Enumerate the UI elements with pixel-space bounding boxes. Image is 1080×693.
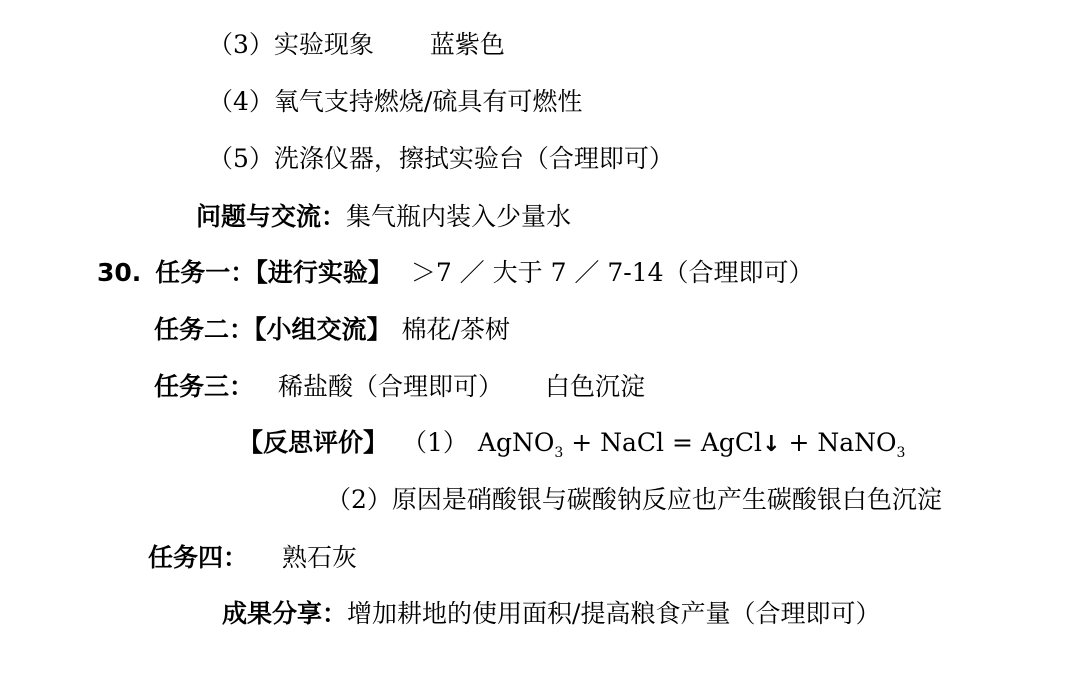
question-number: 30. xyxy=(97,258,142,287)
task-1-answer: ＞7 ／ 大于 7 ／ 7-14（合理即可） xyxy=(410,258,814,287)
item-3-prefix: （3）实验现象 xyxy=(208,30,374,59)
discussion-line xyxy=(196,199,571,235)
task-1-line xyxy=(97,255,814,291)
discussion-text: 集气瓶内装入少量水 xyxy=(346,202,572,231)
item-4-text: （4）氧气支持燃烧/硫具有可燃性 xyxy=(208,87,583,116)
item-3-answer: 蓝紫色 xyxy=(429,30,505,59)
task-2-label: 任务二： xyxy=(154,315,255,344)
task-3-line xyxy=(154,369,645,405)
task-1-label: 任务一： xyxy=(155,258,256,287)
answer-line-5 xyxy=(208,141,674,177)
equation-part-1: AgNO xyxy=(477,428,555,457)
task-1-title: 【进行实验】 xyxy=(255,258,393,287)
precipitate-arrow-icon: ↓ xyxy=(762,432,781,457)
equation-part-2: + NaCl = AgCl xyxy=(563,428,763,457)
chemical-equation xyxy=(477,428,906,461)
task-3-label: 任务三： xyxy=(154,372,255,401)
item-5-text: （5）洗涤仪器，擦拭实验台（合理即可） xyxy=(208,144,674,173)
results-text: 增加耕地的使用面积/提高粮食产量（合理即可） xyxy=(347,599,881,628)
task-3-answer-1: 稀盐酸（合理即可） xyxy=(278,372,504,401)
reflection-item-1: （1） xyxy=(402,428,468,457)
equation-part-3: + NaNO xyxy=(780,428,897,457)
task-3-answer-2: 白色沉淀 xyxy=(545,372,646,401)
answer-line-3 xyxy=(208,27,505,63)
results-label: 成果分享： xyxy=(222,599,348,628)
discussion-label: 问题与交流： xyxy=(196,202,347,231)
task-2-title: 【小组交流】 xyxy=(254,315,392,344)
reflection-item-2: （2）原因是硝酸银与碳酸钠反应也产生碳酸银白色沉淀 xyxy=(326,485,942,514)
reflection-item-2-line xyxy=(326,482,942,518)
reflection-title: 【反思评价】 xyxy=(238,428,389,457)
task-4-line xyxy=(148,540,357,576)
results-line xyxy=(222,596,880,632)
equation-subscript-2: 3 xyxy=(896,445,906,461)
task-4-answer: 熟石灰 xyxy=(282,543,358,572)
task-2-answer: 棉花/茶树 xyxy=(401,315,510,344)
answer-line-4 xyxy=(208,84,582,120)
task-4-label: 任务四： xyxy=(148,543,249,572)
reflection-line xyxy=(238,425,905,461)
task-2-line xyxy=(154,312,510,348)
equation-subscript-1: 3 xyxy=(554,445,564,461)
